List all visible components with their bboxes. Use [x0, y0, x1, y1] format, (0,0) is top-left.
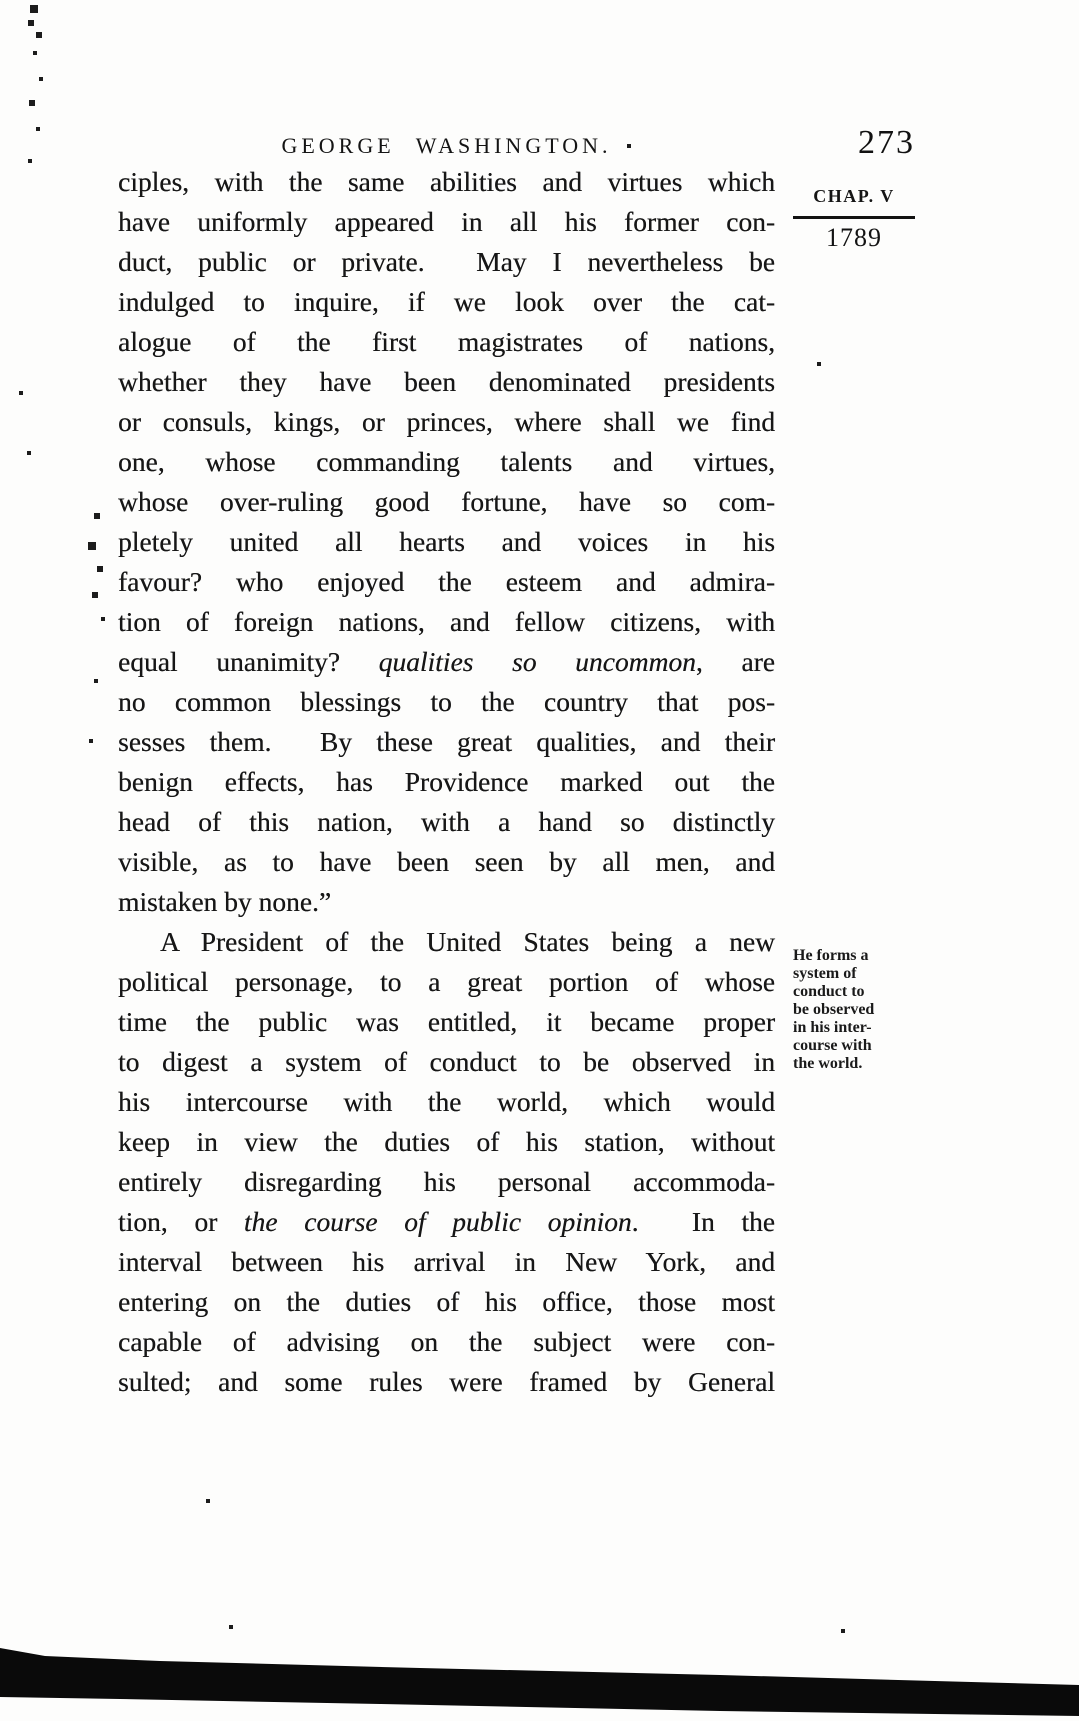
text-line: A President of the United States being a new [160, 926, 775, 957]
scan-noise [0, 0, 2, 2]
sidenote-line: in his inter- [793, 1019, 872, 1036]
text-line: keep in view the duties of his station, without [118, 1126, 775, 1157]
text-line: sulted; and some rules were framed by General [118, 1366, 775, 1397]
text-line: capable of advising on the subject were con- [118, 1326, 775, 1357]
sidenote-line: He forms a [793, 947, 869, 964]
chapter-marginalia [793, 186, 915, 253]
text-line: or consuls, kings, or princes, where shall we find [118, 406, 775, 437]
text-line: time the public was entitled, it became proper [118, 1006, 775, 1037]
text-line: visible, as to have been seen by all men, and [118, 846, 775, 877]
text-line: sesses them. By these great qualities, and their [118, 726, 775, 757]
sidenote-line: be observed [793, 1001, 875, 1018]
text-line: favour? who enjoyed the esteem and admira- [118, 566, 775, 597]
chapter-year: 1789 [826, 223, 882, 252]
text-line: tion, or the course of public opinion. In the [118, 1206, 775, 1237]
text-line: have uniformly appeared in all his former con- [118, 206, 775, 237]
sidenote-line: conduct to [793, 983, 865, 1000]
sidenote-line: system of [793, 965, 857, 982]
text-line: entering on the duties of his office, those most [118, 1286, 775, 1317]
text-line: his intercourse with the world, which would [118, 1086, 775, 1117]
text-line: mistaken by none.” [118, 886, 332, 917]
text-line: no common blessings to the country that pos- [118, 686, 775, 717]
text-line: one, whose commanding talents and virtues, [118, 446, 775, 477]
text-line: indulged to inquire, if we look over the cat- [118, 286, 775, 317]
running-header-title: GEORGE WASHINGTON. [281, 133, 612, 158]
sidenote-line: course with [793, 1037, 872, 1054]
text-line: benign effects, has Providence marked out the [118, 766, 775, 797]
text-line: duct, public or private. May I nevertheless be [118, 246, 775, 277]
body-text [118, 162, 775, 1402]
chapter-label: CHAP. V [813, 186, 895, 206]
text-line: whether they have been denominated presidents [118, 366, 775, 397]
text-line: ciples, with the same abilities and virtues which [118, 166, 775, 197]
text-line: equal unanimity? qualities so uncommon, are [118, 646, 775, 677]
text-line: pletely united all hearts and voices in his [118, 526, 775, 557]
text-line: alogue of the first magistrates of nations, [118, 326, 775, 357]
text-line: to digest a system of conduct to be observed in [118, 1046, 775, 1077]
text-line: tion of foreign nations, and fellow citizens, with [118, 606, 775, 637]
text-line: interval between his arrival in New York, and [118, 1246, 775, 1277]
text-line: head of this nation, with a hand so distinctly [118, 806, 775, 837]
chapter-rule [793, 216, 915, 219]
text-line: entirely disregarding his personal accommoda- [118, 1166, 775, 1197]
sidenote-line: the world. [793, 1055, 863, 1072]
text-line: political personage, to a great portion of whose [118, 966, 775, 997]
sidenote [793, 947, 958, 1073]
text-line: whose over-ruling good fortune, have so com- [118, 486, 775, 517]
page-number: 273 [858, 124, 915, 161]
